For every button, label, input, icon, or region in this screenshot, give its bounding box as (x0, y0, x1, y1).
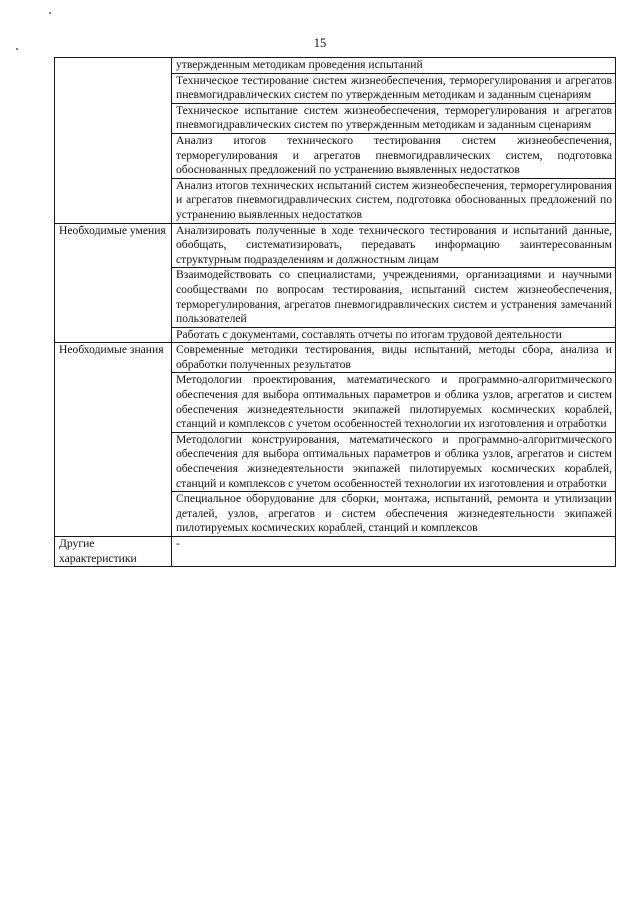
table-cell: - (172, 537, 616, 567)
table-cell: Техническое испытание систем жизнеобеспечения, терморегулирования и агрегатов пневмогидравлических систем по утвержденным методикам и заданным сценариям (172, 103, 616, 133)
row-label: Другие характеристики (55, 537, 172, 567)
table-cell: утвержденным методикам проведения испытаний (172, 58, 616, 74)
table-cell: Техническое тестирование систем жизнеобеспечения, терморегулирования и агрегатов пневмогидравлических систем по утвержденным методикам и заданным сценариям (172, 73, 616, 103)
row-label: Необходимые умения (55, 223, 172, 343)
table-row (55, 223, 616, 268)
page-number: 15 (313, 36, 327, 50)
table-cell: Специальное оборудование для сборки, монтажа, испытаний, ремонта и утилизации деталей, узлов, агрегатов и систем обеспечения жизнедеятельности экипажей пилотируемых космических кораблей, станций и комплексов (172, 492, 616, 537)
table-cell: Анализировать полученные в ходе технического тестирования и испытаний данные, обобщать, систематизировать, передавать информацию заинтересованным структурным подразделениям и должностным лицам (172, 223, 616, 268)
table-cell: Методологии конструирования, математического и программно-алгоритмического обеспечения для выбора оптимальных параметров и облика узлов, агрегатов и систем обеспечения жизнедеятельности экипажей пилотируемых космических кораблей, станций и комплексов с учетом особенностей технологии их изготовления и отработки (172, 432, 616, 491)
scan-speck (49, 12, 51, 14)
table-cell: Современные методики тестирования, виды испытаний, методы сбора, анализа и обработки полученных результатов (172, 343, 616, 373)
table-row (55, 537, 616, 567)
table-row (55, 58, 616, 74)
table-cell: Взаимодействовать со специалистами, учреждениями, организациями и научными сообществами по вопросам тестирования, испытаний систем жизнеобеспечения, терморегулирования, агрегатов пневмогидравлических систем и устранения замечаний пользователей (172, 268, 616, 327)
table-row (55, 343, 616, 373)
row-label: Необходимые знания (55, 343, 172, 537)
table-cell: Анализ итогов технического тестирования систем жизнеобеспечения, терморегулирования и агрегатов пневмогидравлических систем, подготовка обоснованных предложений по устранению выявленных недостатков (172, 133, 616, 178)
table-cell: Анализ итогов технических испытаний систем жизнеобеспечения, терморегулирования и агрегатов пневмогидравлических систем, подготовка обоснованных предложений по устранению выявленных недостатков (172, 178, 616, 223)
competency-table (54, 57, 616, 567)
table-cell: Работать с документами, составлять отчеты по итогам трудовой деятельности (172, 327, 616, 343)
table-cell: Методологии проектирования, математического и программно-алгоритмического обеспечения для выбора оптимальных параметров и облика узлов, агрегатов и систем обеспечения жизнедеятельности экипажей пилотируемых космических кораблей, станций и комплексов с учетом особенностей технологии их изготовления и отработки (172, 373, 616, 432)
row-label (55, 58, 172, 224)
